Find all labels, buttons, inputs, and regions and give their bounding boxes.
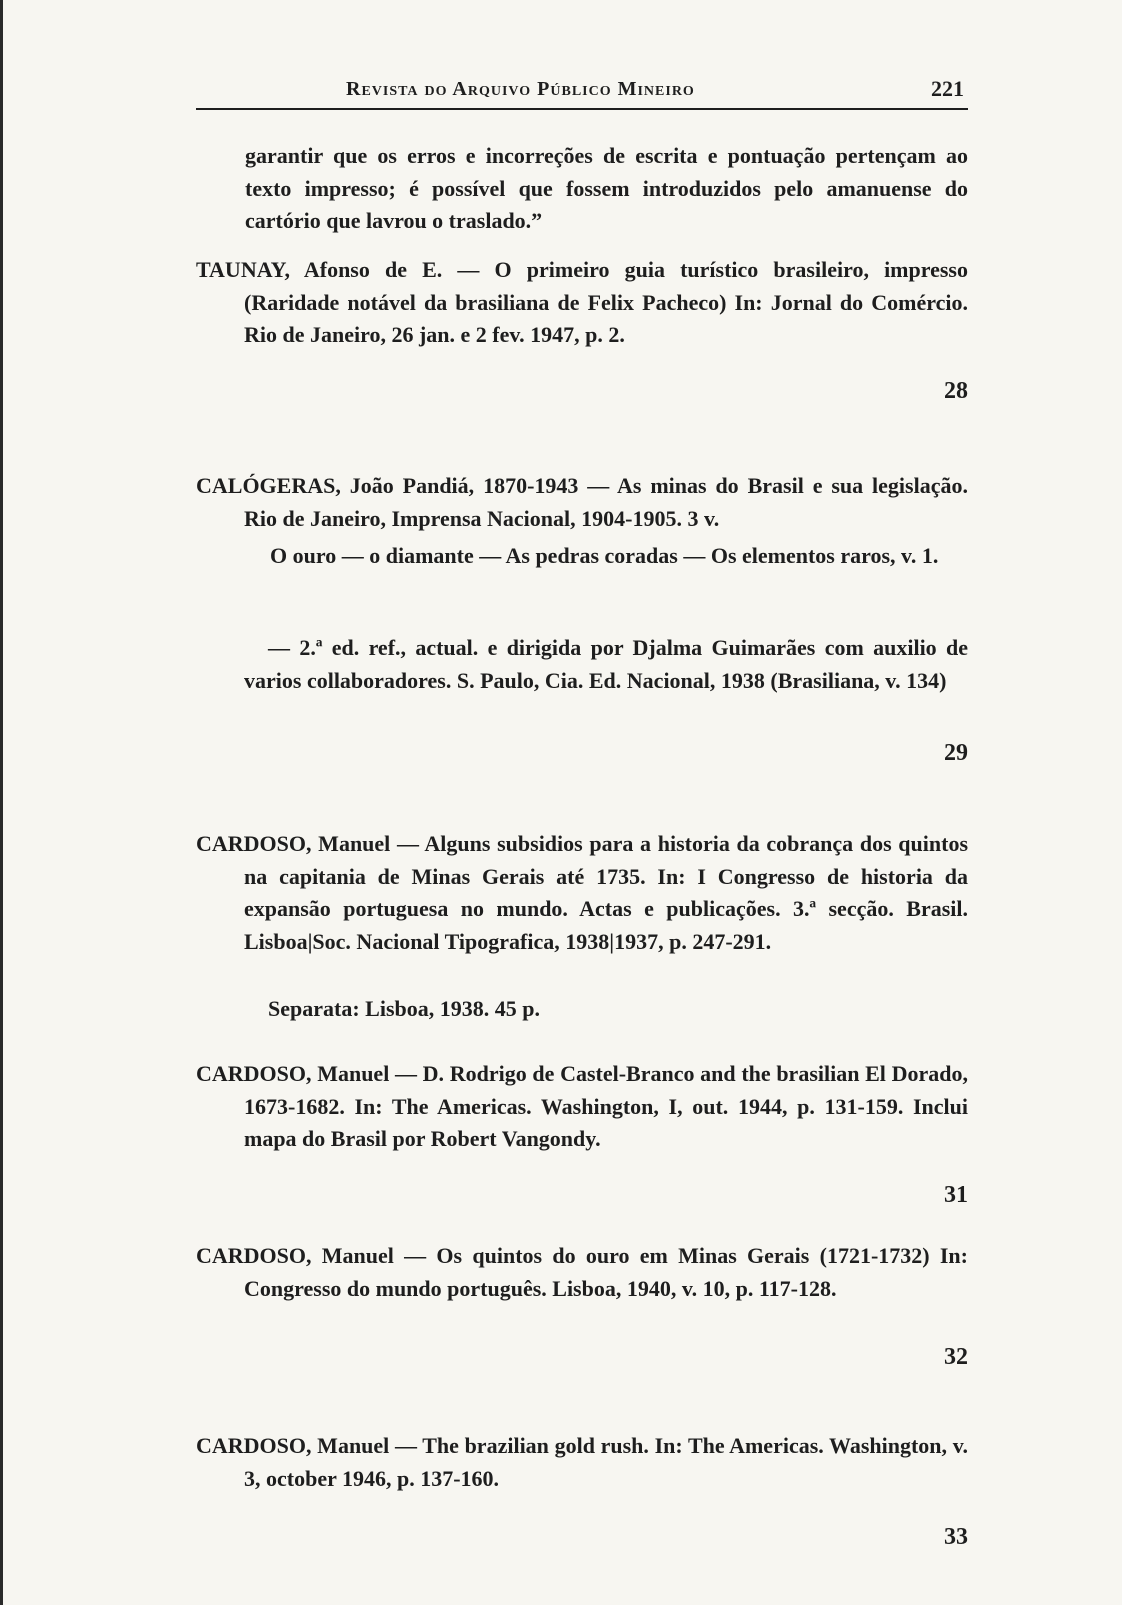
entry-cardoso-quintos: CARDOSO, Manuel — Os quintos do ouro em Minas Gerais (1721-1732) In: Congresso do mundo português. Lisboa, 1940, v. 10, p. 117-128. <box>196 1243 968 1301</box>
entry-number-32: 32 <box>944 1344 968 1370</box>
entry-cardoso-gold-rush: CARDOSO, Manuel — The brazilian gold rush. In: The Americas. Washington, v. 3, october 1946, p. 137-160. <box>196 1433 968 1491</box>
entry-calogeras-edition: — 2.ª ed. ref., actual. e dirigida por Djalma Guimarães com auxilio de varios collaboradores. S. Paulo, Cia. Ed. Nacional, 1938 (Brasiliana, v. 134) <box>244 635 968 693</box>
entry-number-33: 33 <box>944 1524 968 1550</box>
entry-taunay: TAUNAY, Afonso de E. — O primeiro guia turístico brasileiro, impresso (Raridade notável da brasiliana de Felix Pacheco) In: Jornal do Comércio. Rio de Janeiro, 26 jan. e 2 fev. 1947, p. 2. <box>196 257 968 347</box>
page-number: 221 <box>931 76 964 101</box>
entry-cardoso-castel-branco: CARDOSO, Manuel — D. Rodrigo de Castel-Branco and the brasilian El Dorado, 1673-1682. In: The Americas. Washington, I, out. 1944, p. 131-159. Inclui mapa do Brasil por Robert Vangondy. <box>196 1061 968 1151</box>
entry-cardoso-subsidios-separata: Separata: Lisboa, 1938. 45 p. <box>268 996 540 1021</box>
quote-continuation: garantir que os erros e incorreções de escrita e pontuação pertençam ao texto impresso; é possível que fossem introduzidos pelo amanuense do cartório que lavrou o traslado.” <box>245 143 968 233</box>
entry-calogeras-note: O ouro — o diamante — As pedras coradas — Os elementos raros, v. 1. <box>270 543 939 568</box>
running-header <box>196 72 968 110</box>
entry-number-31: 31 <box>944 1182 968 1208</box>
running-title: Revista do Arquivo Público Mineiro <box>346 78 695 100</box>
page-edge <box>0 0 3 1605</box>
entry-calogeras: CALÓGERAS, João Pandiá, 1870-1943 — As minas do Brasil e sua legislação. Rio de Janeiro, Imprensa Nacional, 1904-1905. 3 v. <box>196 473 968 531</box>
entry-cardoso-subsidios: CARDOSO, Manuel — Alguns subsidios para a historia da cobrança dos quintos na capitania de Minas Gerais até 1735. In: I Congresso de historia da expansão portuguesa no mundo. Actas e publicações. 3.ª secção. Brasil. Lisboa|Soc. Nacional Tipografica, 1938|1937, p. 247-291. <box>196 831 968 954</box>
entry-number-28: 28 <box>944 378 968 404</box>
entry-number-29: 29 <box>944 740 968 766</box>
